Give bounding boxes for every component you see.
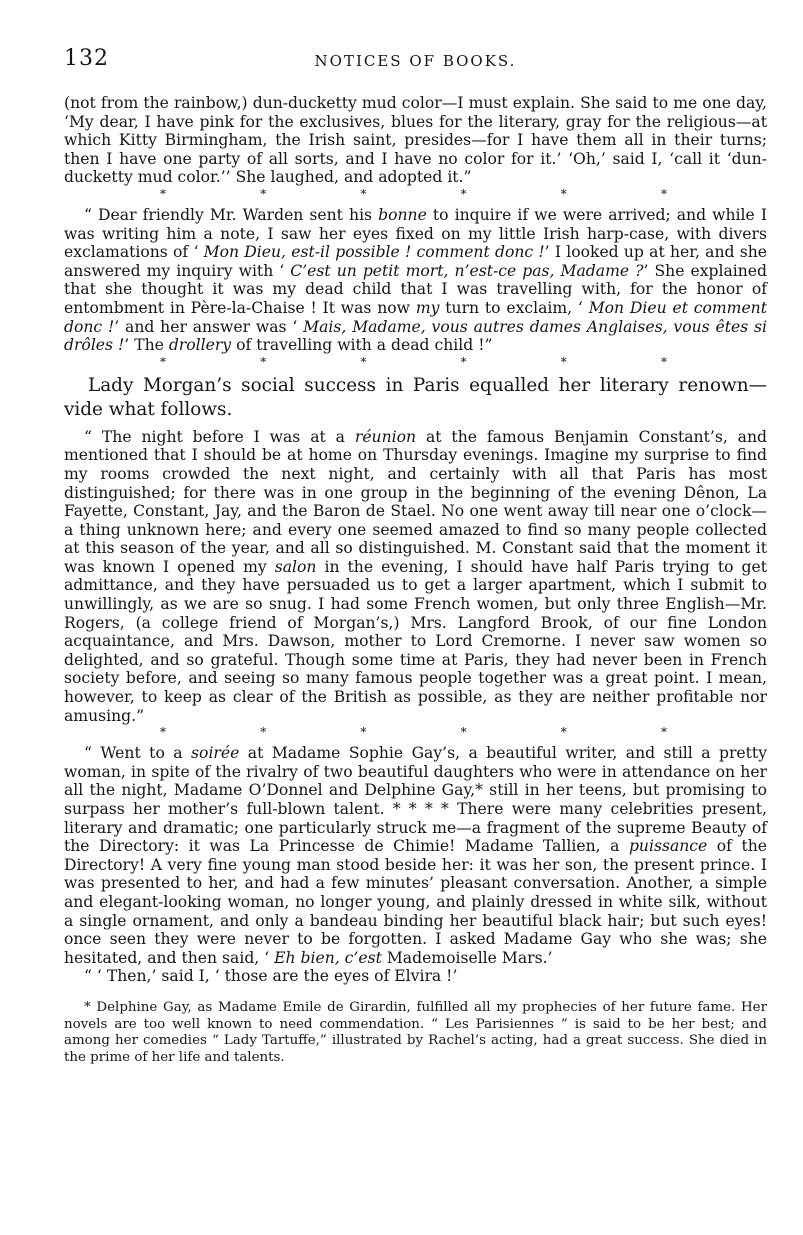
text-run: of travelling with a dead child !” (231, 336, 493, 355)
text-run: “ The night before I was at a (84, 427, 355, 446)
paragraph-elvira: “ ‘ Then,’ said I, ‘ those are the eyes of Elvira !’ (84, 967, 458, 986)
italic-run: salon (274, 557, 317, 576)
section-break: * * * * * * (160, 186, 667, 201)
text-run: at Madame Sophie Gay’s, a beautiful writer, and still a pretty woman, in spite of the rivalry of two beautiful daughters who were in attendance on her all the night, Madame O’Donnel and Delphine Gay,* still in her teens, but promising to surpass her mother’s full-blown talent. * * * * There were many celebrities present, literary and dramatic; one particularly struck me—a fragment of the supreme Beauty of the Directory: it was La Princesse de Chimie! Madame Tallien, a (64, 744, 767, 856)
paragraph-soiree (64, 744, 767, 967)
text-run: to inquire if we were arrived; and while I was writing him a note, I saw her eyes fixed on my little Irish harp-case, with divers exclamations of ‘ (64, 205, 767, 262)
paragraph-constant (64, 428, 767, 726)
section-break: * * * * * * (160, 354, 667, 369)
italic-run: Eh bien, c’est (274, 948, 382, 967)
italic-run: drollery (168, 336, 232, 355)
text-run: turn to exclaim, ‘ (439, 298, 589, 317)
italic-run: réunion (354, 427, 417, 446)
italic-run: Mon Dieu et comment donc ! (64, 298, 767, 336)
italic-run: bonne (378, 205, 427, 224)
italic-run: Mon Dieu, est-il possible ! comment donc ! (203, 243, 545, 262)
italic-run: my (415, 298, 440, 317)
text-run: “ Went to a (84, 744, 192, 763)
intro-paragraph: Lady Morgan’s social success in Paris equalled her literary renown—vide what follows. (64, 374, 767, 420)
text-run: in the evening, I should have half Paris trying to get admittance, and they have persuaded us to get a larger apartment, which I submit to unwillingly, as we are so snug. I had some French women, but only three English—Mr. Rogers, (a college friend of Morgan’s,) Mrs. Langford Brook, of our fine London acquaintance, and Mrs. Dawson, mother to Lord Cremorne. I never saw women so delighted, and so grateful. Though some time at Paris, they had never been in French society before, and seeing so many famous people together was a great point. I mean, however, to keep as clear of the British as possible, as they are neither profitable nor amusing.” (64, 557, 767, 725)
italic-run: Mais, Madame, vous autres dames Anglaises, vous êtes si drôles ! (64, 317, 768, 355)
text-run: “ Dear friendly Mr. Warden sent his (84, 205, 379, 224)
italic-run: soirée (191, 744, 240, 763)
paragraph-rainbow: (not from the rainbow,) dun-ducketty mud color—I must explain. She said to me one day, ‘My dear, I have pink for the exclusives, blues for the literary, gray for the religious—at which Kitty Birmingham, the Irish saint, presides—for I have them all in their turns; then I have one party of all sorts, and I have no color for it.’ ‘Oh,’ said I, ‘call it ‘dun-ducketty mud color.’’ She laughed, and adopted it.” (64, 94, 767, 187)
paragraph-warden (64, 206, 767, 355)
page-header (64, 46, 767, 86)
page-number: 132 (64, 46, 109, 71)
footnote: * Delphine Gay, as Madame Emile de Girardin, fulfilled all my prophecies of her future fame. Her novels are too well known to need commendation. “ Les Parisiennes ” is said to be her best; and among her comedies “ Lady Tartuffe,” illustrated by Rachel’s acting, had a great success. She died in the prime of her life and talents. (64, 999, 767, 1065)
section-break: * * * * * * (160, 725, 667, 740)
text-run: ’ I looked up at her, and she answered my inquiry with ‘ (64, 243, 767, 280)
text-run: of the Directory! A very fine young man stood beside her: it was her son, the present prince. I was presented to her, and had a few minutes’ pleasant conversation. Another, a simple and elegant-looking woman, no longer young, and plainly dressed in white silk, without a single ornament, and only a bandeau binding her beautiful black hair; but such eyes! once seen they were never to be forgotten. I asked Madame Gay who she was; she hesitated, and then said, ‘ (64, 837, 767, 967)
text-run: ’ and her answer was ‘ (114, 317, 304, 336)
italic-run: C’est un petit mort, n’est-ce pas, Madame ? (290, 261, 644, 280)
text-run: ’ She explained that she thought it was my dead child that I was travelling with, for the honor of entombment in Père-la-Chaise ! It was now (64, 261, 767, 317)
text-run: Mademoiselle Mars.’ (381, 948, 553, 967)
italic-run: puissance (628, 837, 708, 856)
running-title: NOTICES OF BOOKS. (314, 52, 517, 70)
text-run: at the famous Benjamin Constant’s, and mentioned that I should be at home on Thursday evenings. Imagine my surprise to find my rooms crowded the next night, and certainly with all that Paris has most distinguished; for there was in one group in the beginning of the evening Dênon, La Fayette, Constant, Jay, and the Baron de Stael. No one went away till near one o’clock—a thing unknown here; and every one seemed amazed to find so many people collected at this season of the year, and all so distinguished. M. Constant said that the moment it was known I opened my (64, 427, 767, 576)
text-run: ’ The (124, 336, 169, 355)
